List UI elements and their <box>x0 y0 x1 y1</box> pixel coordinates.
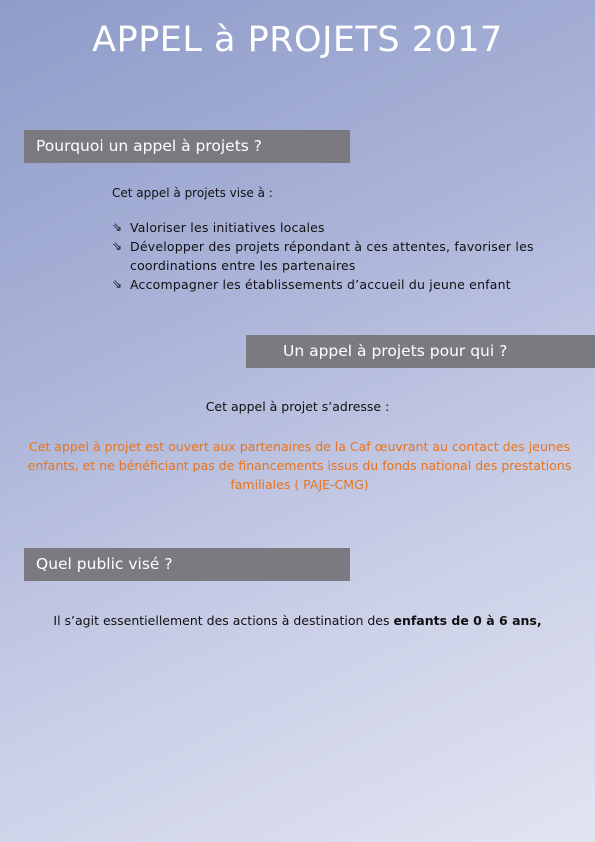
objectives-list <box>112 218 552 294</box>
arrow-bullet-icon: ⇘ <box>112 277 123 291</box>
arrow-bullet-icon: ⇘ <box>112 239 123 253</box>
list-item: ⇘ Accompagner les établissements d’accueil du jeune enfant <box>112 277 511 292</box>
list-item: ⇘ Valoriser les initiatives locales <box>112 220 325 235</box>
list-item: ⇘ Développer des projets répondant à ces attentes, favoriser les coordinations entre les partenaires <box>112 239 534 273</box>
section-intro-who: Cet appel à projet s’adresse : <box>205 399 390 414</box>
section-heading-audience: Quel public visé ? <box>24 548 350 581</box>
eligibility-text: Cet appel à projet est ouvert aux partenaires de la Caf œuvrant au contact des jeunes enfants, et ne bénéficiant pas de financements issus du fonds national des prestations familiales ( PAJE-CMG) <box>27 439 572 492</box>
audience-text: Il s’agit essentiellement des actions à destination des enfants de 0 à 6 ans, <box>53 613 542 628</box>
section-heading-who: Un appel à projets pour qui ? <box>246 335 595 368</box>
audience-age-range: enfants de 0 à 6 ans, <box>393 613 542 628</box>
section-intro-why: Cet appel à projets vise à : <box>112 186 273 200</box>
page-title: APPEL à PROJETS 2017 <box>92 20 503 60</box>
arrow-bullet-icon: ⇘ <box>112 220 123 234</box>
section-heading-why: Pourquoi un appel à projets ? <box>24 130 350 163</box>
